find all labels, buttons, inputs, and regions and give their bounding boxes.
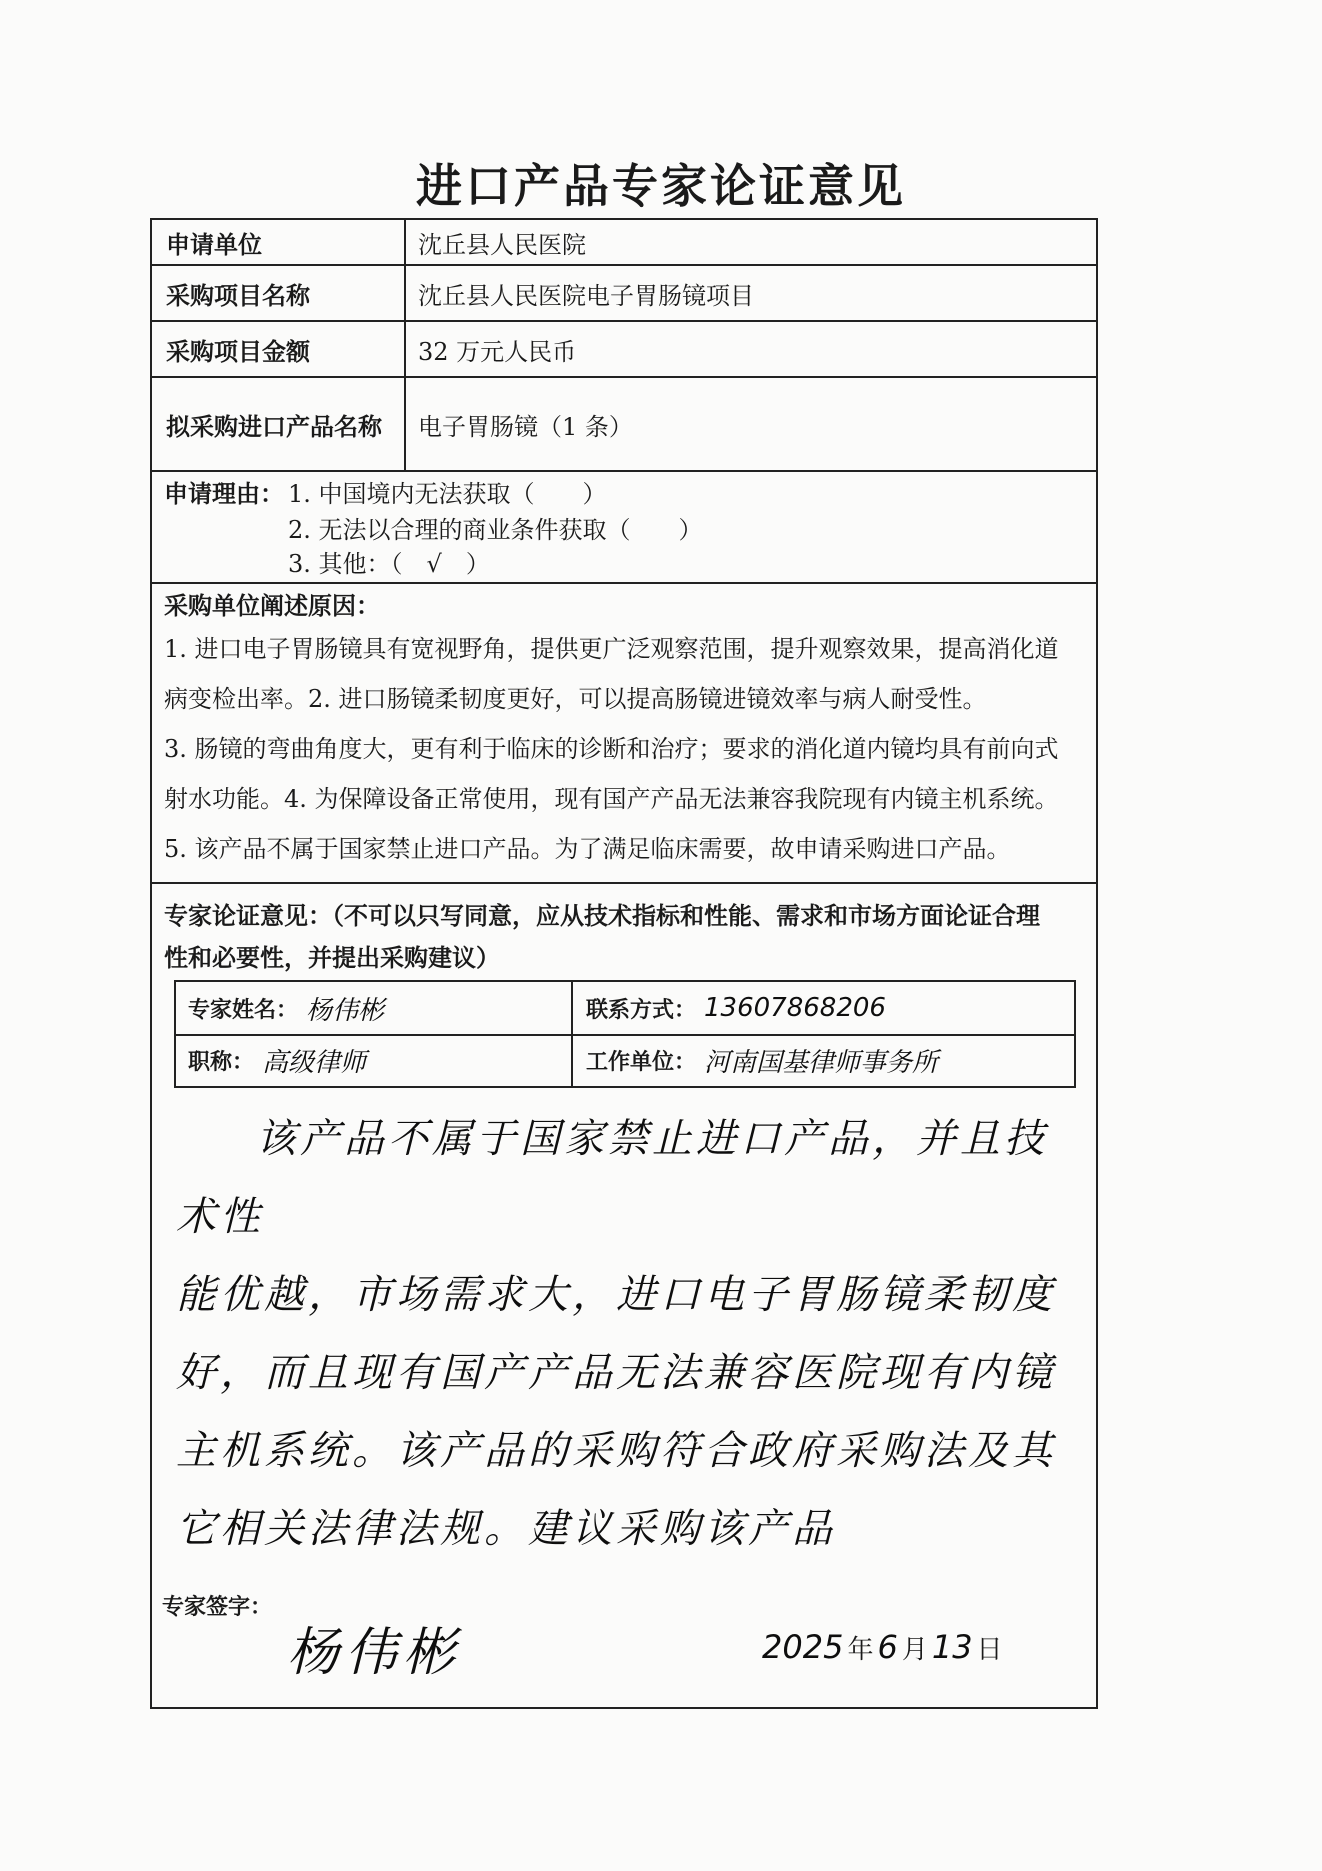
row-applicant (152, 220, 1096, 266)
expert-name-value: 杨伟彬 (306, 995, 385, 1026)
expert-info-divider (571, 982, 573, 1086)
explanation-line: 病变检出率。2. 进口肠镜柔韧度更好，可以提高肠镜进镜效率与病人耐受性。 (164, 685, 987, 713)
reason-option-1: 1. 中国境内无法获取（ ） (288, 480, 607, 508)
row-reason (152, 472, 1096, 584)
opinion-line: 好，而且现有国产产品无法兼容医院现有内镜 (176, 1350, 1056, 1396)
row-product-name (152, 378, 1096, 472)
sign-date (762, 1628, 1003, 1666)
explanation-line: 3. 肠镜的弯曲角度大，更有利于临床的诊断和治疗；要求的消化道内镜均具有前向式 (164, 735, 1059, 763)
row-project-amount (152, 322, 1096, 378)
expert-heading-line-1: 专家论证意见：（不可以只写同意，应从技术指标和性能、需求和市场方面论证合理 (164, 901, 1040, 930)
work-unit-cell (586, 1034, 938, 1086)
row-explanation (152, 584, 1096, 884)
explanation-line: 射水功能。4. 为保障设备正常使用，现有国产产品无法兼容我院现有内镜主机系统。 (164, 785, 1059, 813)
opinion-line: 该产品不属于国家禁止进口产品，并且技术性 (176, 1116, 1048, 1240)
expert-name-label: 专家姓名： (188, 996, 299, 1023)
explanation-line: 1. 进口电子胃肠镜具有宽视野角，提供更广泛观察范围，提升观察效果，提高消化道 (164, 635, 1059, 663)
date-year-suffix: 年 (847, 1635, 874, 1665)
reason-option-3: 3. 其他：（ √ ） (288, 550, 490, 578)
expert-heading-line-2: 性和必要性，并提出采购建议） (164, 943, 500, 972)
explanation-line: 5. 该产品不属于国家禁止进口产品。为了满足临床需要，故申请采购进口产品。 (164, 835, 1011, 863)
explanation-label: 采购单位阐述原因： (164, 591, 380, 620)
project-name-value: 沈丘县人民医院电子胃肠镜项目 (418, 281, 754, 310)
expert-opinion-text (176, 1100, 1076, 1568)
expert-title-value: 高级律师 (262, 1047, 367, 1078)
product-name-value: 电子胃肠镜（1 条） (418, 412, 633, 441)
opinion-line: 它相关法律法规。建议采购该产品 (176, 1506, 836, 1552)
product-name-label: 拟采购进口产品名称 (152, 378, 406, 470)
contact-cell (586, 982, 886, 1034)
applicant-value: 沈丘县人民医院 (418, 230, 586, 259)
reason-option-2: 2. 无法以合理的商业条件获取（ ） (288, 516, 703, 544)
expert-info-table (174, 980, 1076, 1088)
expert-title-label: 职称： (188, 1048, 255, 1075)
expert-name-cell (188, 982, 384, 1034)
work-unit-value: 河南国基律师事务所 (704, 1047, 939, 1078)
row-project-name (152, 266, 1096, 322)
expert-info-row-1 (176, 982, 1074, 1036)
date-year: 2025 (762, 1628, 844, 1666)
date-day: 13 (931, 1628, 973, 1666)
applicant-label: 申请单位 (152, 220, 406, 264)
project-amount-value: 32 万元人民币 (418, 337, 577, 366)
explanation-body (164, 624, 1084, 874)
contact-value: 13607868206 (704, 993, 886, 1023)
contact-label: 联系方式： (586, 996, 697, 1023)
expert-info-row-2 (176, 1034, 1074, 1086)
date-month: 6 (877, 1628, 898, 1666)
signature-label: 专家签字： (162, 1594, 273, 1620)
reason-label: 申请理由： (164, 479, 284, 508)
page-title: 进口产品专家论证意见 (416, 159, 906, 213)
expert-signature: 杨伟彬 (287, 1623, 462, 1683)
expert-opinion-form (150, 218, 1098, 1709)
expert-title-cell (188, 1034, 366, 1086)
date-month-suffix: 月 (901, 1635, 928, 1665)
date-day-suffix: 日 (976, 1635, 1003, 1665)
opinion-line: 主机系统。该产品的采购符合政府采购法及其 (176, 1428, 1056, 1474)
work-unit-label: 工作单位： (586, 1048, 697, 1075)
project-name-label: 采购项目名称 (152, 266, 406, 320)
opinion-line: 能优越，市场需求大，进口电子胃肠镜柔韧度 (176, 1272, 1056, 1318)
project-amount-label: 采购项目金额 (152, 322, 406, 376)
